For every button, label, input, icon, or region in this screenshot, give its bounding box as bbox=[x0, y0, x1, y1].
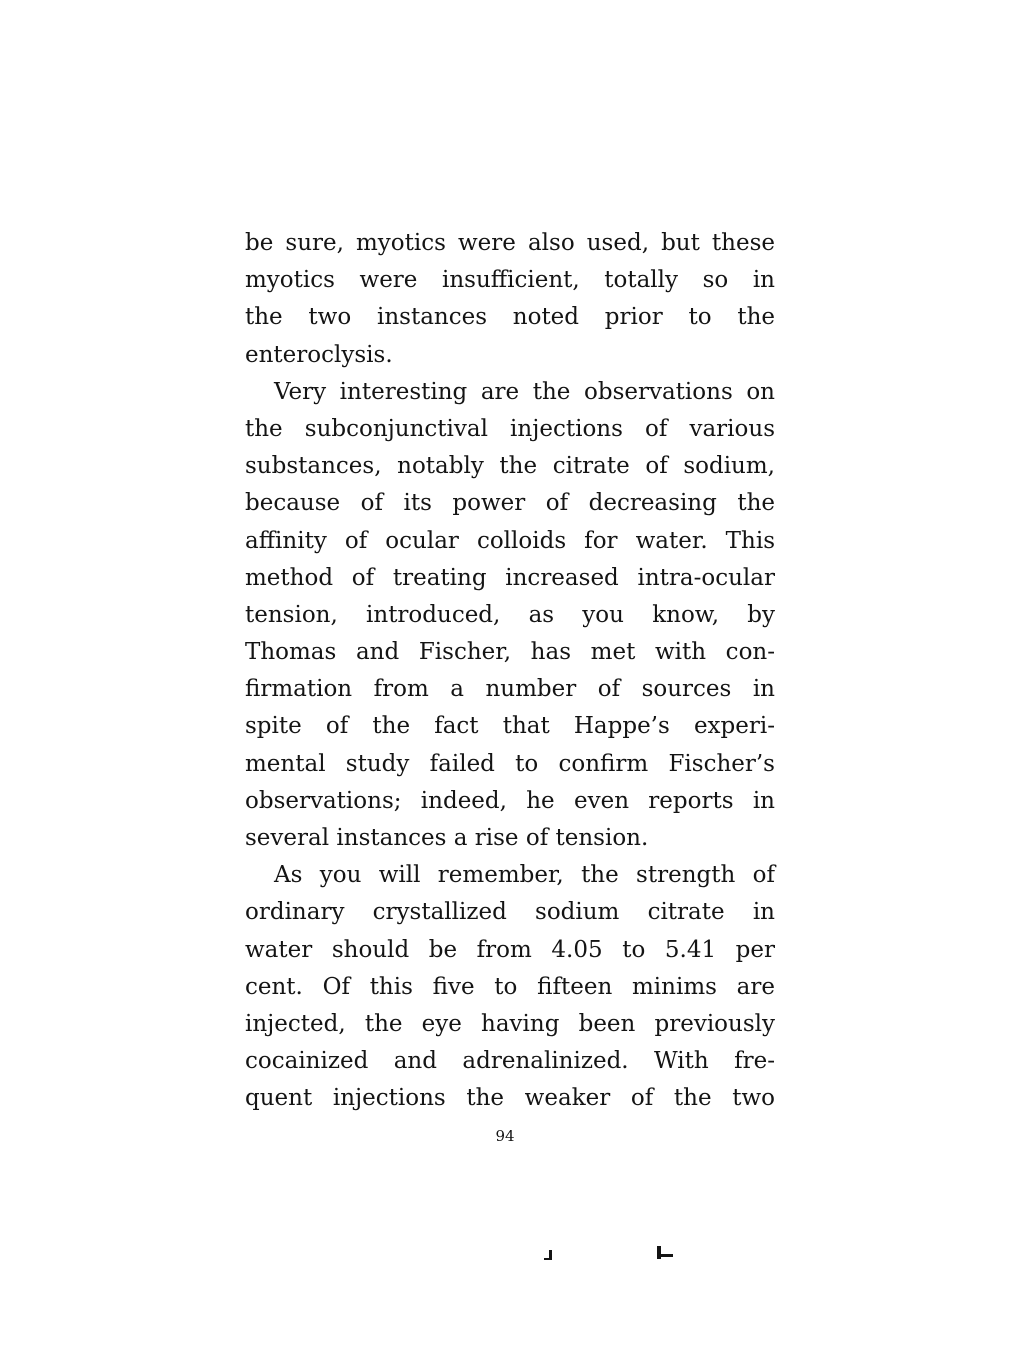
crop-mark-left bbox=[544, 1258, 552, 1260]
text-line: Very interesting are the observations on bbox=[274, 378, 775, 405]
text-line: because of its power of decreasing the bbox=[245, 490, 775, 517]
crop-mark-right bbox=[657, 1254, 673, 1257]
crop-mark-right bbox=[657, 1246, 661, 1259]
text-line: the subconjunctival injections of various bbox=[245, 415, 775, 442]
page-body bbox=[245, 225, 775, 1118]
text-line: injected, the eye having been previously bbox=[245, 1010, 775, 1037]
text-line: spite of the fact that Happe’s experi- bbox=[245, 713, 775, 740]
paragraph-1 bbox=[245, 225, 775, 374]
text-line: water should be from 4.05 to 5.41 per bbox=[245, 936, 775, 963]
text-line: affinity of ocular colloids for water. This bbox=[245, 527, 775, 554]
text-line: tension, introduced, as you know, by bbox=[245, 601, 775, 628]
text-line: method of treating increased intra-ocular bbox=[245, 564, 775, 591]
paragraph-2 bbox=[245, 374, 775, 857]
paragraph-3 bbox=[245, 857, 775, 1117]
text-line: enteroclysis. bbox=[245, 341, 393, 368]
text-line: Thomas and Fischer, has met with con- bbox=[245, 639, 775, 666]
text-line: substances, notably the citrate of sodium, bbox=[245, 453, 775, 480]
text-line: firmation from a number of sources in bbox=[245, 676, 775, 703]
text-line: ordinary crystallized sodium citrate in bbox=[245, 899, 775, 926]
text-line: myotics were insufficient, totally so in bbox=[245, 267, 775, 294]
text-line: the two instances noted prior to the bbox=[245, 304, 775, 331]
text-line: observations; indeed, he even reports in bbox=[245, 787, 775, 814]
text-line: quent injections the weaker of the two bbox=[245, 1085, 775, 1112]
text-line: several instances a rise of tension. bbox=[245, 825, 649, 851]
text-line: As you will remember, the strength of bbox=[274, 862, 775, 889]
text-line: cent. Of this five to fifteen minims are bbox=[245, 973, 775, 1000]
text-line: mental study failed to confirm Fischer’s bbox=[245, 750, 775, 777]
text-line: be sure, myotics were also used, but these bbox=[245, 230, 775, 256]
text-line: cocainized and adrenalinized. With fre- bbox=[245, 1048, 775, 1075]
page-number: 94 bbox=[495, 1127, 515, 1145]
